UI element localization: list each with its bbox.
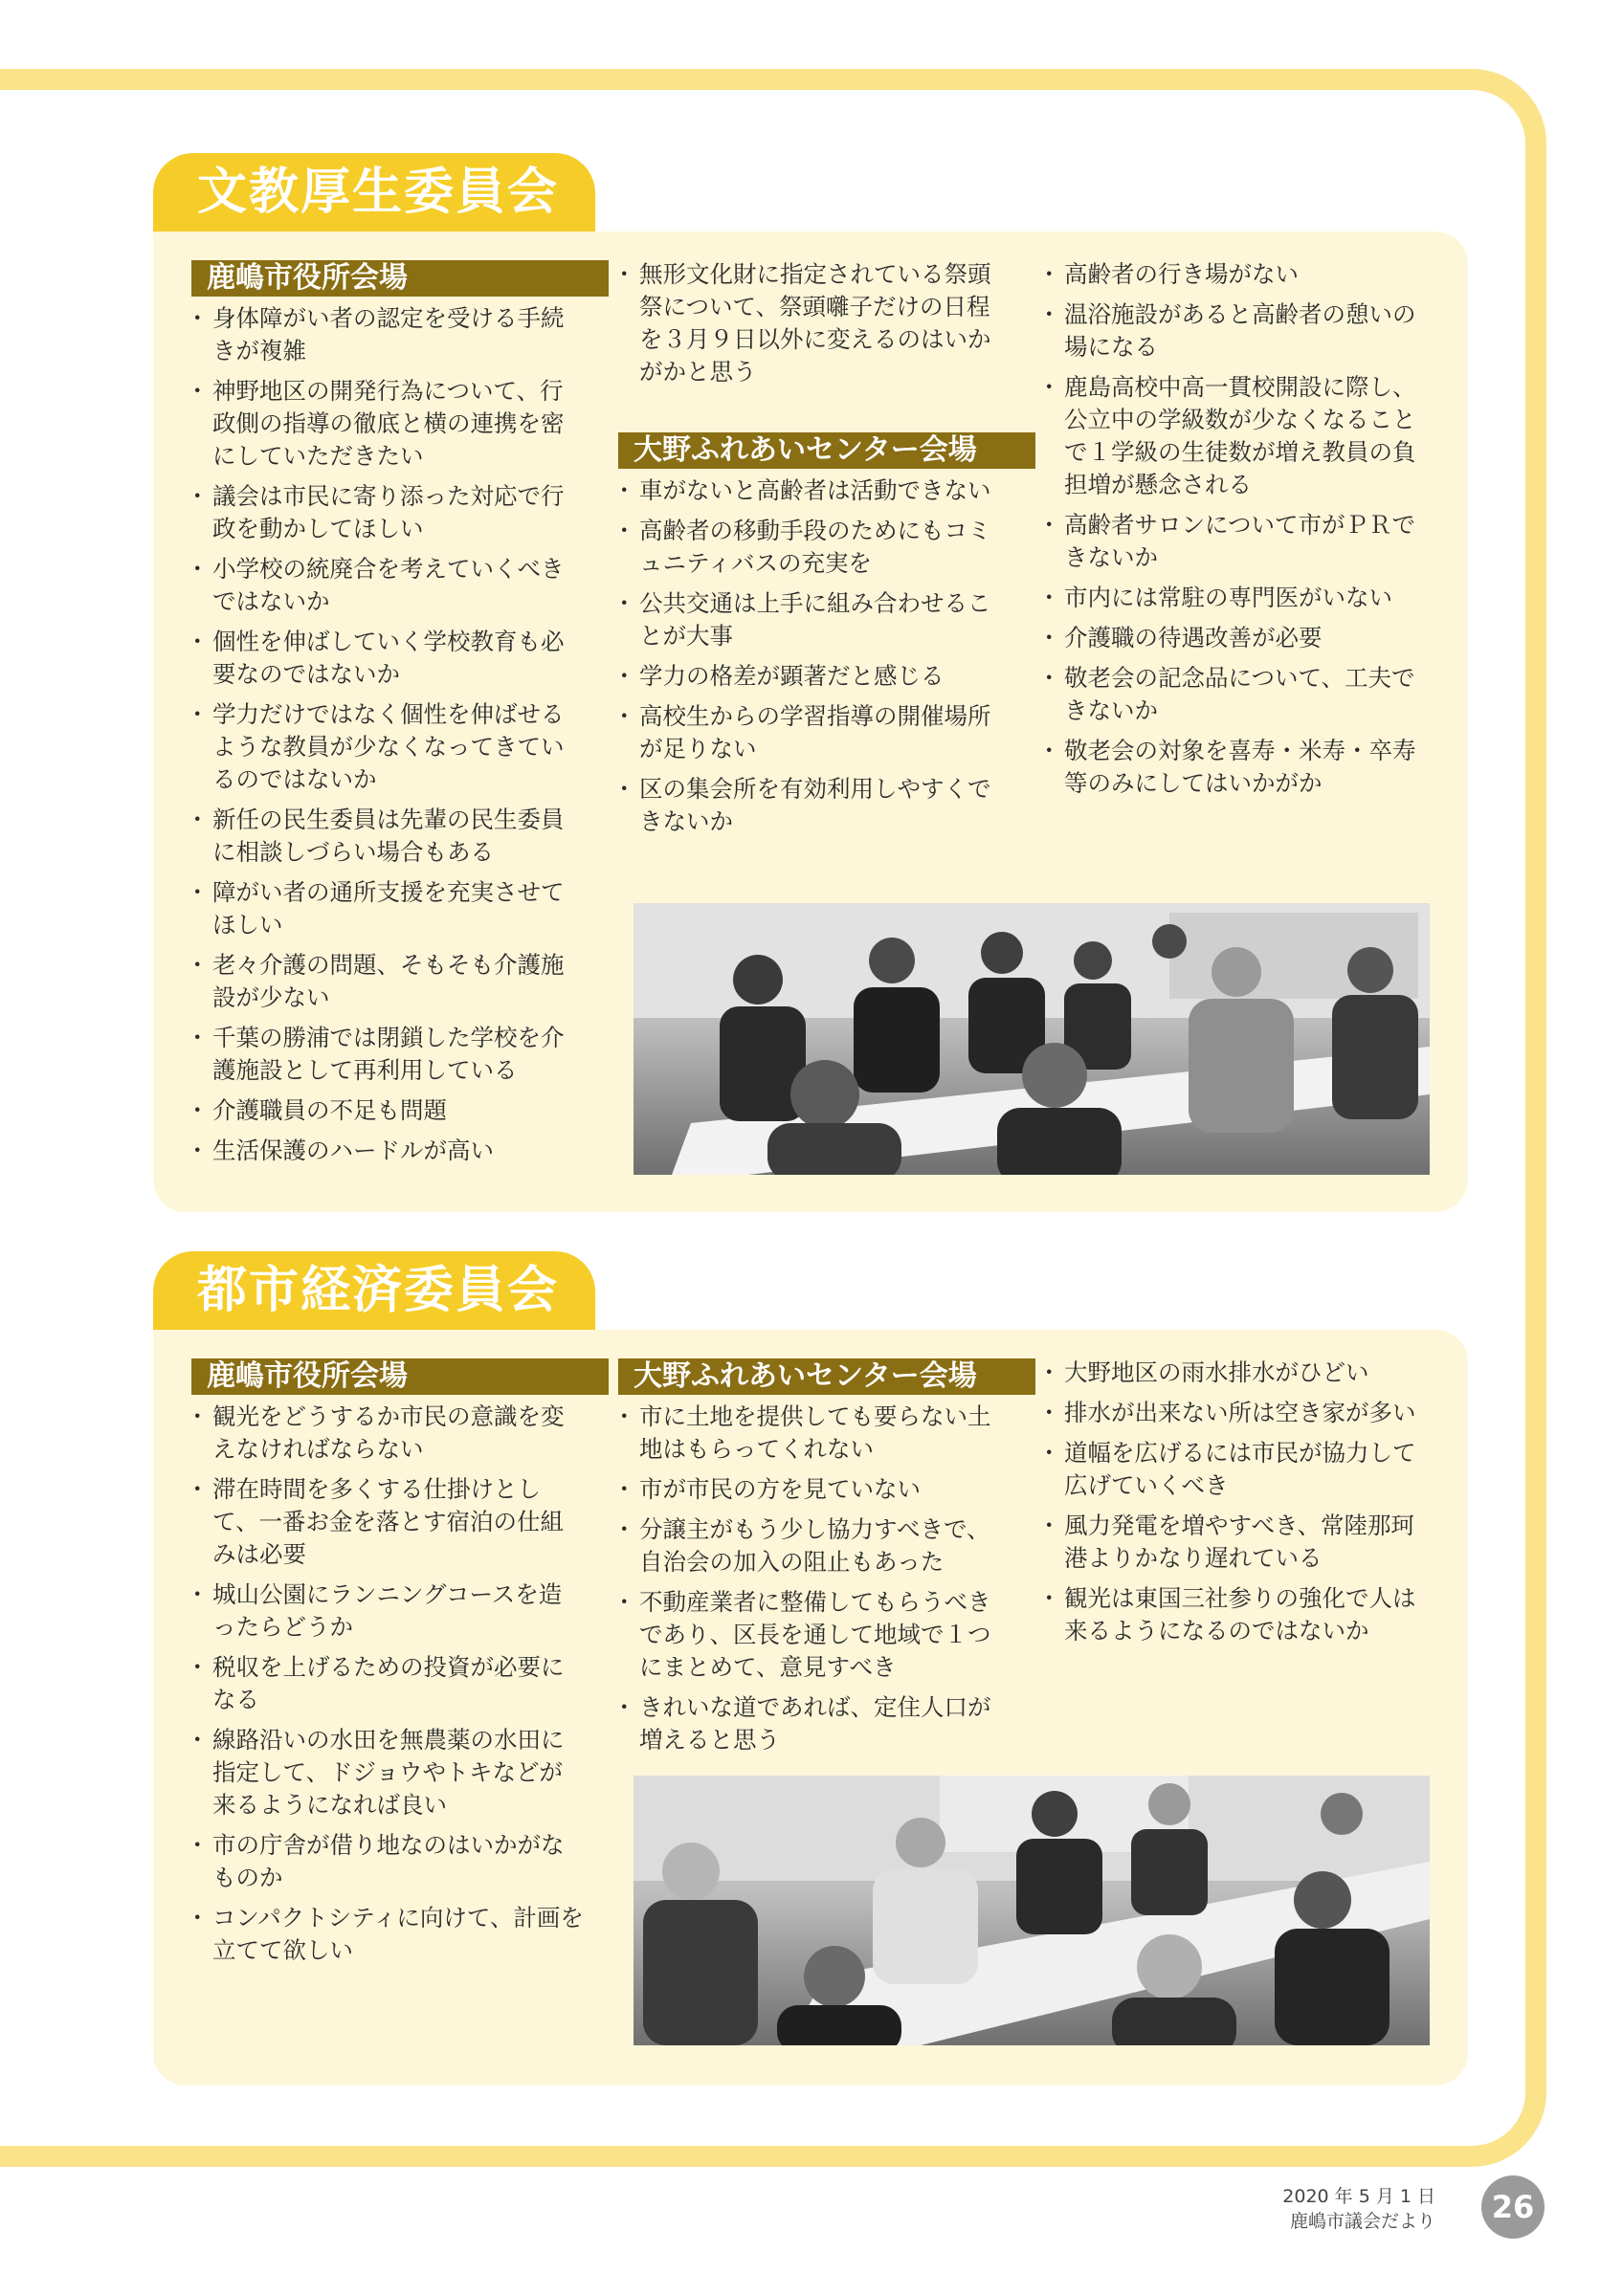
list-item: ・ 個性を伸ばしていく学校教育も必要なのではないか <box>191 626 584 691</box>
page-number: 26 <box>1481 2175 1545 2239</box>
list-item: ・ 市が市民の方を見ていない <box>618 1473 1011 1506</box>
list-item: ・ 千葉の勝浦では閉鎖した学校を介護施設として再利用している <box>191 1022 584 1087</box>
column-3 <box>1043 1357 1426 1655</box>
list-item: ・ 市内には常駐の専門医がいない <box>1043 582 1426 614</box>
list-item: ・ 介護職員の不足も問題 <box>191 1094 584 1127</box>
column-1 <box>191 260 584 1175</box>
list-item: ・ 高齢者の行き場がない <box>1043 258 1426 291</box>
opinion-list <box>618 475 1011 838</box>
list-item: ・ 税収を上げるための投資が必要になる <box>191 1651 584 1716</box>
list-item: ・ 城山公園にランニングコースを造ったらどうか <box>191 1578 584 1644</box>
list-item: ・ 高齢者サロンについて市がＰＲできないか <box>1043 509 1426 574</box>
issue-info <box>1282 2184 1435 2234</box>
column-1 <box>191 1358 584 1975</box>
section-panel-bunkyo <box>153 232 1468 1212</box>
list-item: ・ 小学校の統廃合を考えていくべきではないか <box>191 553 584 618</box>
list-item: ・ 敬老会の記念品について、工夫できないか <box>1043 662 1426 727</box>
venue-heading: 大野ふれあいセンター会場 <box>618 1358 1035 1395</box>
list-item: ・ 老々介護の問題、そもそも介護施設が少ない <box>191 949 584 1014</box>
section-panel-toshi <box>153 1330 1468 2086</box>
list-item: ・ きれいな道であれば、定住人口が増えると思う <box>618 1691 1011 1756</box>
list-item: ・ 市に土地を提供しても要らない土地はもらってくれない <box>618 1401 1011 1466</box>
list-item: ・ 高齢者の移動手段のためにもコミュニティバスの充実を <box>618 515 1011 580</box>
venue-heading: 鹿嶋市役所会場 <box>191 260 609 297</box>
meeting-photo <box>634 903 1430 1175</box>
list-item: ・ 公共交通は上手に組み合わせることが大事 <box>618 587 1011 652</box>
list-item: ・ 議会は市民に寄り添った対応で行政を動かしてほしい <box>191 480 584 545</box>
list-item: ・ 身体障がい者の認定を受ける手続きが複雑 <box>191 302 584 367</box>
list-item: ・ 障がい者の通所支援を充実させてほしい <box>191 876 584 941</box>
opinion-list <box>191 302 584 1167</box>
opinion-list <box>191 1401 584 1967</box>
list-item: ・ 不動産業者に整備してもらうべきであり、区長を通して地域で１つにまとめて、意見すべき <box>618 1586 1011 1684</box>
issue-date: 2020 年 5 月 1 日 <box>1282 2186 1435 2207</box>
list-item: ・ 温浴施設があると高齢者の憩いの場になる <box>1043 298 1426 364</box>
list-item: ・ 区の集会所を有効利用しやすくできないか <box>618 773 1011 838</box>
list-item: ・ 分譲主がもう少し協力すべきで、自治会の加入の阻止もあった <box>618 1513 1011 1578</box>
opinion-list <box>1043 258 1426 800</box>
publication-name: 鹿嶋市議会だより <box>1289 2211 1435 2232</box>
list-item: ・ 神野地区の開発行為について、行政側の指導の徹底と横の連携を密にしていただきたい <box>191 375 584 473</box>
column-2 <box>618 258 1011 846</box>
opinion-list <box>1043 1357 1426 1647</box>
list-item: ・ 大野地区の雨水排水がひどい <box>1043 1357 1426 1389</box>
list-item: ・ 観光をどうするか市民の意識を変えなければならない <box>191 1401 584 1466</box>
list-item: ・ 高校生からの学習指導の開催場所が足りない <box>618 700 1011 765</box>
list-item: ・ 観光は東国三社参りの強化で人は来るようになるのではないか <box>1043 1582 1426 1647</box>
list-item: ・ 風力発電を増やすべき、常陸那珂港よりかなり遅れている <box>1043 1510 1426 1575</box>
list-item: ・ 道幅を広げるには市民が協力して広げていくべき <box>1043 1437 1426 1502</box>
venue-heading: 鹿嶋市役所会場 <box>191 1358 609 1395</box>
meeting-photo <box>634 1776 1430 2045</box>
section-title-toshi: 都市経済委員会 <box>153 1251 595 1330</box>
list-item: ・ 車がないと高齢者は活動できない <box>618 475 1011 507</box>
column-3 <box>1043 258 1426 807</box>
list-item: ・ 線路沿いの水田を無農薬の水田に指定して、ドジョウやトキなどが来るようになれば良い <box>191 1724 584 1821</box>
list-item: ・ 市の庁舎が借り地なのはいかがなものか <box>191 1829 584 1894</box>
section-title-bunkyo: 文教厚生委員会 <box>153 153 595 232</box>
list-item: ・ 介護職の待遇改善が必要 <box>1043 622 1426 654</box>
venue-heading: 大野ふれあいセンター会場 <box>618 432 1035 469</box>
column-2 <box>618 1358 1011 1764</box>
list-item: ・ 無形文化財に指定されている祭頭祭について、祭頭囃子だけの日程を３月９日以外に変えるのはいかがかと思う <box>618 258 1011 388</box>
list-item: ・ 滞在時間を多くする仕掛けとして、一番お金を落とす宿泊の仕組みは必要 <box>191 1473 584 1571</box>
list-item: ・ コンパクトシティに向けて、計画を立てて欲しい <box>191 1902 584 1967</box>
list-item: ・ 鹿島高校中高一貫校開設に際し、公立中の学級数が少なくなることで１学級の生徒数が増え教員の負担増が懸念される <box>1043 371 1426 501</box>
list-item: ・ 敬老会の対象を喜寿・米寿・卒寿等のみにしてはいかがか <box>1043 735 1426 800</box>
opinion-list <box>618 1401 1011 1756</box>
list-item: ・ 学力の格差が顕著だと感じる <box>618 660 1011 693</box>
list-item: ・ 生活保護のハードルが高い <box>191 1135 584 1167</box>
list-item: ・ 学力だけではなく個性を伸ばせるような教員が少なくなってきているのではないか <box>191 698 584 796</box>
list-item: ・ 排水が出来ない所は空き家が多い <box>1043 1397 1426 1429</box>
list-item: ・ 新任の民生委員は先輩の民生委員に相談しづらい場合もある <box>191 804 584 869</box>
opinion-list <box>618 258 1011 388</box>
